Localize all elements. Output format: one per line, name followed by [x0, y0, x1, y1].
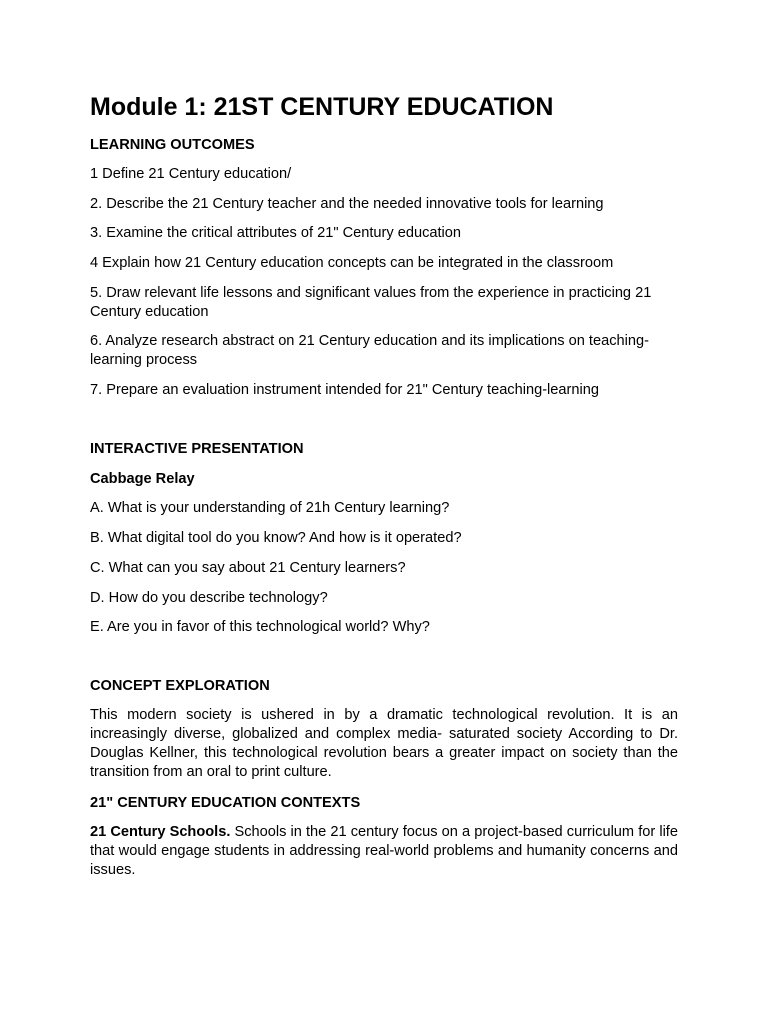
- learning-outcome-item: 5. Draw relevant life lessons and significant values from the experience in practicing 21 Century education: [90, 285, 652, 320]
- concept-exploration-heading: CONCEPT EXPLORATION: [90, 678, 270, 694]
- learning-outcome-item: 4 Explain how 21 Century education concepts can be integrated in the classroom: [90, 255, 614, 271]
- schools-text: Schools in the 21 century focus on a project-based curriculum for life that would engage students in addressing real-world problems and humanity concerns and issues.: [90, 824, 678, 878]
- learning-outcome-item: 7. Prepare an evaluation instrument intended for 21" Century teaching-learning: [90, 382, 599, 398]
- learning-outcome-item: 3. Examine the critical attributes of 21" Century education: [90, 225, 462, 241]
- education-contexts-heading: 21" CENTURY EDUCATION CONTEXTS: [90, 795, 361, 811]
- learning-outcome-item: 2. Describe the 21 Century teacher and the needed innovative tools for learning: [90, 196, 604, 212]
- question-item: E. Are you in favor of this technological world? Why?: [90, 619, 430, 635]
- learning-outcome-item: 1 Define 21 Century education/: [90, 166, 292, 182]
- question-item: B. What digital tool do you know? And how is it operated?: [90, 530, 462, 546]
- activity-title: Cabbage Relay: [90, 471, 195, 487]
- concept-exploration-paragraph: This modern society is ushered in by a dramatic technological revolution. It is an increasingly diverse, globalized and complex media- saturated society According to Dr. Douglas Kellner, this technological revolution bears a greater impact on society than the transition from an oral to print culture.: [90, 707, 678, 780]
- interactive-presentation-heading: INTERACTIVE PRESENTATION: [90, 441, 304, 457]
- schools-paragraph: [90, 823, 678, 880]
- question-item: A. What is your understanding of 21h Century learning?: [90, 500, 450, 516]
- learning-outcome-item: 6. Analyze research abstract on 21 Century education and its implications on teaching-learning process: [90, 333, 649, 368]
- schools-term: 21 Century Schools.: [90, 824, 231, 840]
- question-item: C. What can you say about 21 Century learners?: [90, 560, 406, 576]
- module-title: Module 1: 21ST CENTURY EDUCATION: [90, 93, 554, 121]
- question-item: D. How do you describe technology?: [90, 590, 328, 606]
- learning-outcomes-heading: LEARNING OUTCOMES: [90, 137, 255, 153]
